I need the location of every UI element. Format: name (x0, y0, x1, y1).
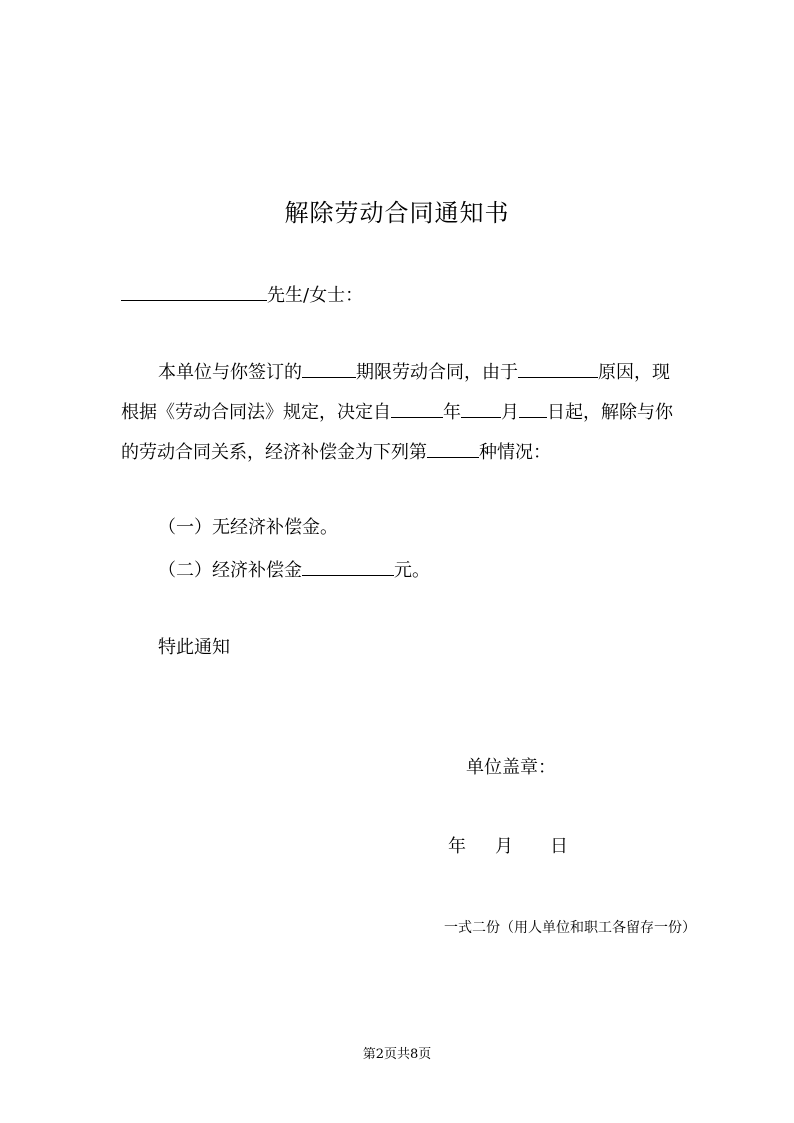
copies-note: 一式二份（用人单位和职工各留存一份） (444, 920, 696, 936)
body-text: 期限劳动合同，由于 (356, 362, 518, 383)
body-text: 本单位与你签订的 (158, 362, 302, 383)
company-seal-label: 单位盖章： (466, 757, 556, 778)
body-text: 根据《劳动合同法》规定，决定自 (121, 402, 391, 423)
option-1: （一）无经济补偿金。 (158, 517, 338, 538)
month-blank[interactable] (461, 399, 501, 418)
compensation-amount-blank[interactable] (302, 557, 394, 576)
option-2-label: （二）经济补偿金 (158, 560, 302, 581)
salutation-suffix: 先生/女士： (267, 285, 364, 306)
page-footer: 第2页共8页 (362, 1047, 432, 1062)
reason-blank[interactable] (518, 359, 598, 378)
option-2-unit: 元。 (394, 560, 430, 581)
case-number-blank[interactable] (427, 439, 479, 458)
name-blank[interactable] (121, 282, 267, 301)
salutation-line (121, 282, 363, 307)
body-line-2 (121, 399, 673, 424)
contract-term-blank[interactable] (302, 359, 356, 378)
sign-date-day: 日 (550, 836, 568, 857)
body-line-3 (121, 439, 551, 464)
year-blank[interactable] (391, 399, 443, 418)
body-text: 原因，现 (598, 362, 670, 383)
closing-text: 特此通知 (158, 637, 230, 658)
body-text: 年 (443, 402, 461, 423)
body-text: 种情况： (479, 442, 551, 463)
document-title: 解除劳动合同通知书 (284, 199, 510, 227)
body-text: 月 (501, 402, 519, 423)
body-line-1 (158, 359, 670, 384)
sign-date-month: 月 (495, 836, 513, 857)
body-text: 的劳动合同关系，经济补偿金为下列第 (121, 442, 427, 463)
body-text: 日起，解除与你 (547, 402, 673, 423)
option-2 (158, 557, 430, 582)
sign-date-year: 年 (448, 836, 466, 857)
day-blank[interactable] (519, 399, 547, 418)
